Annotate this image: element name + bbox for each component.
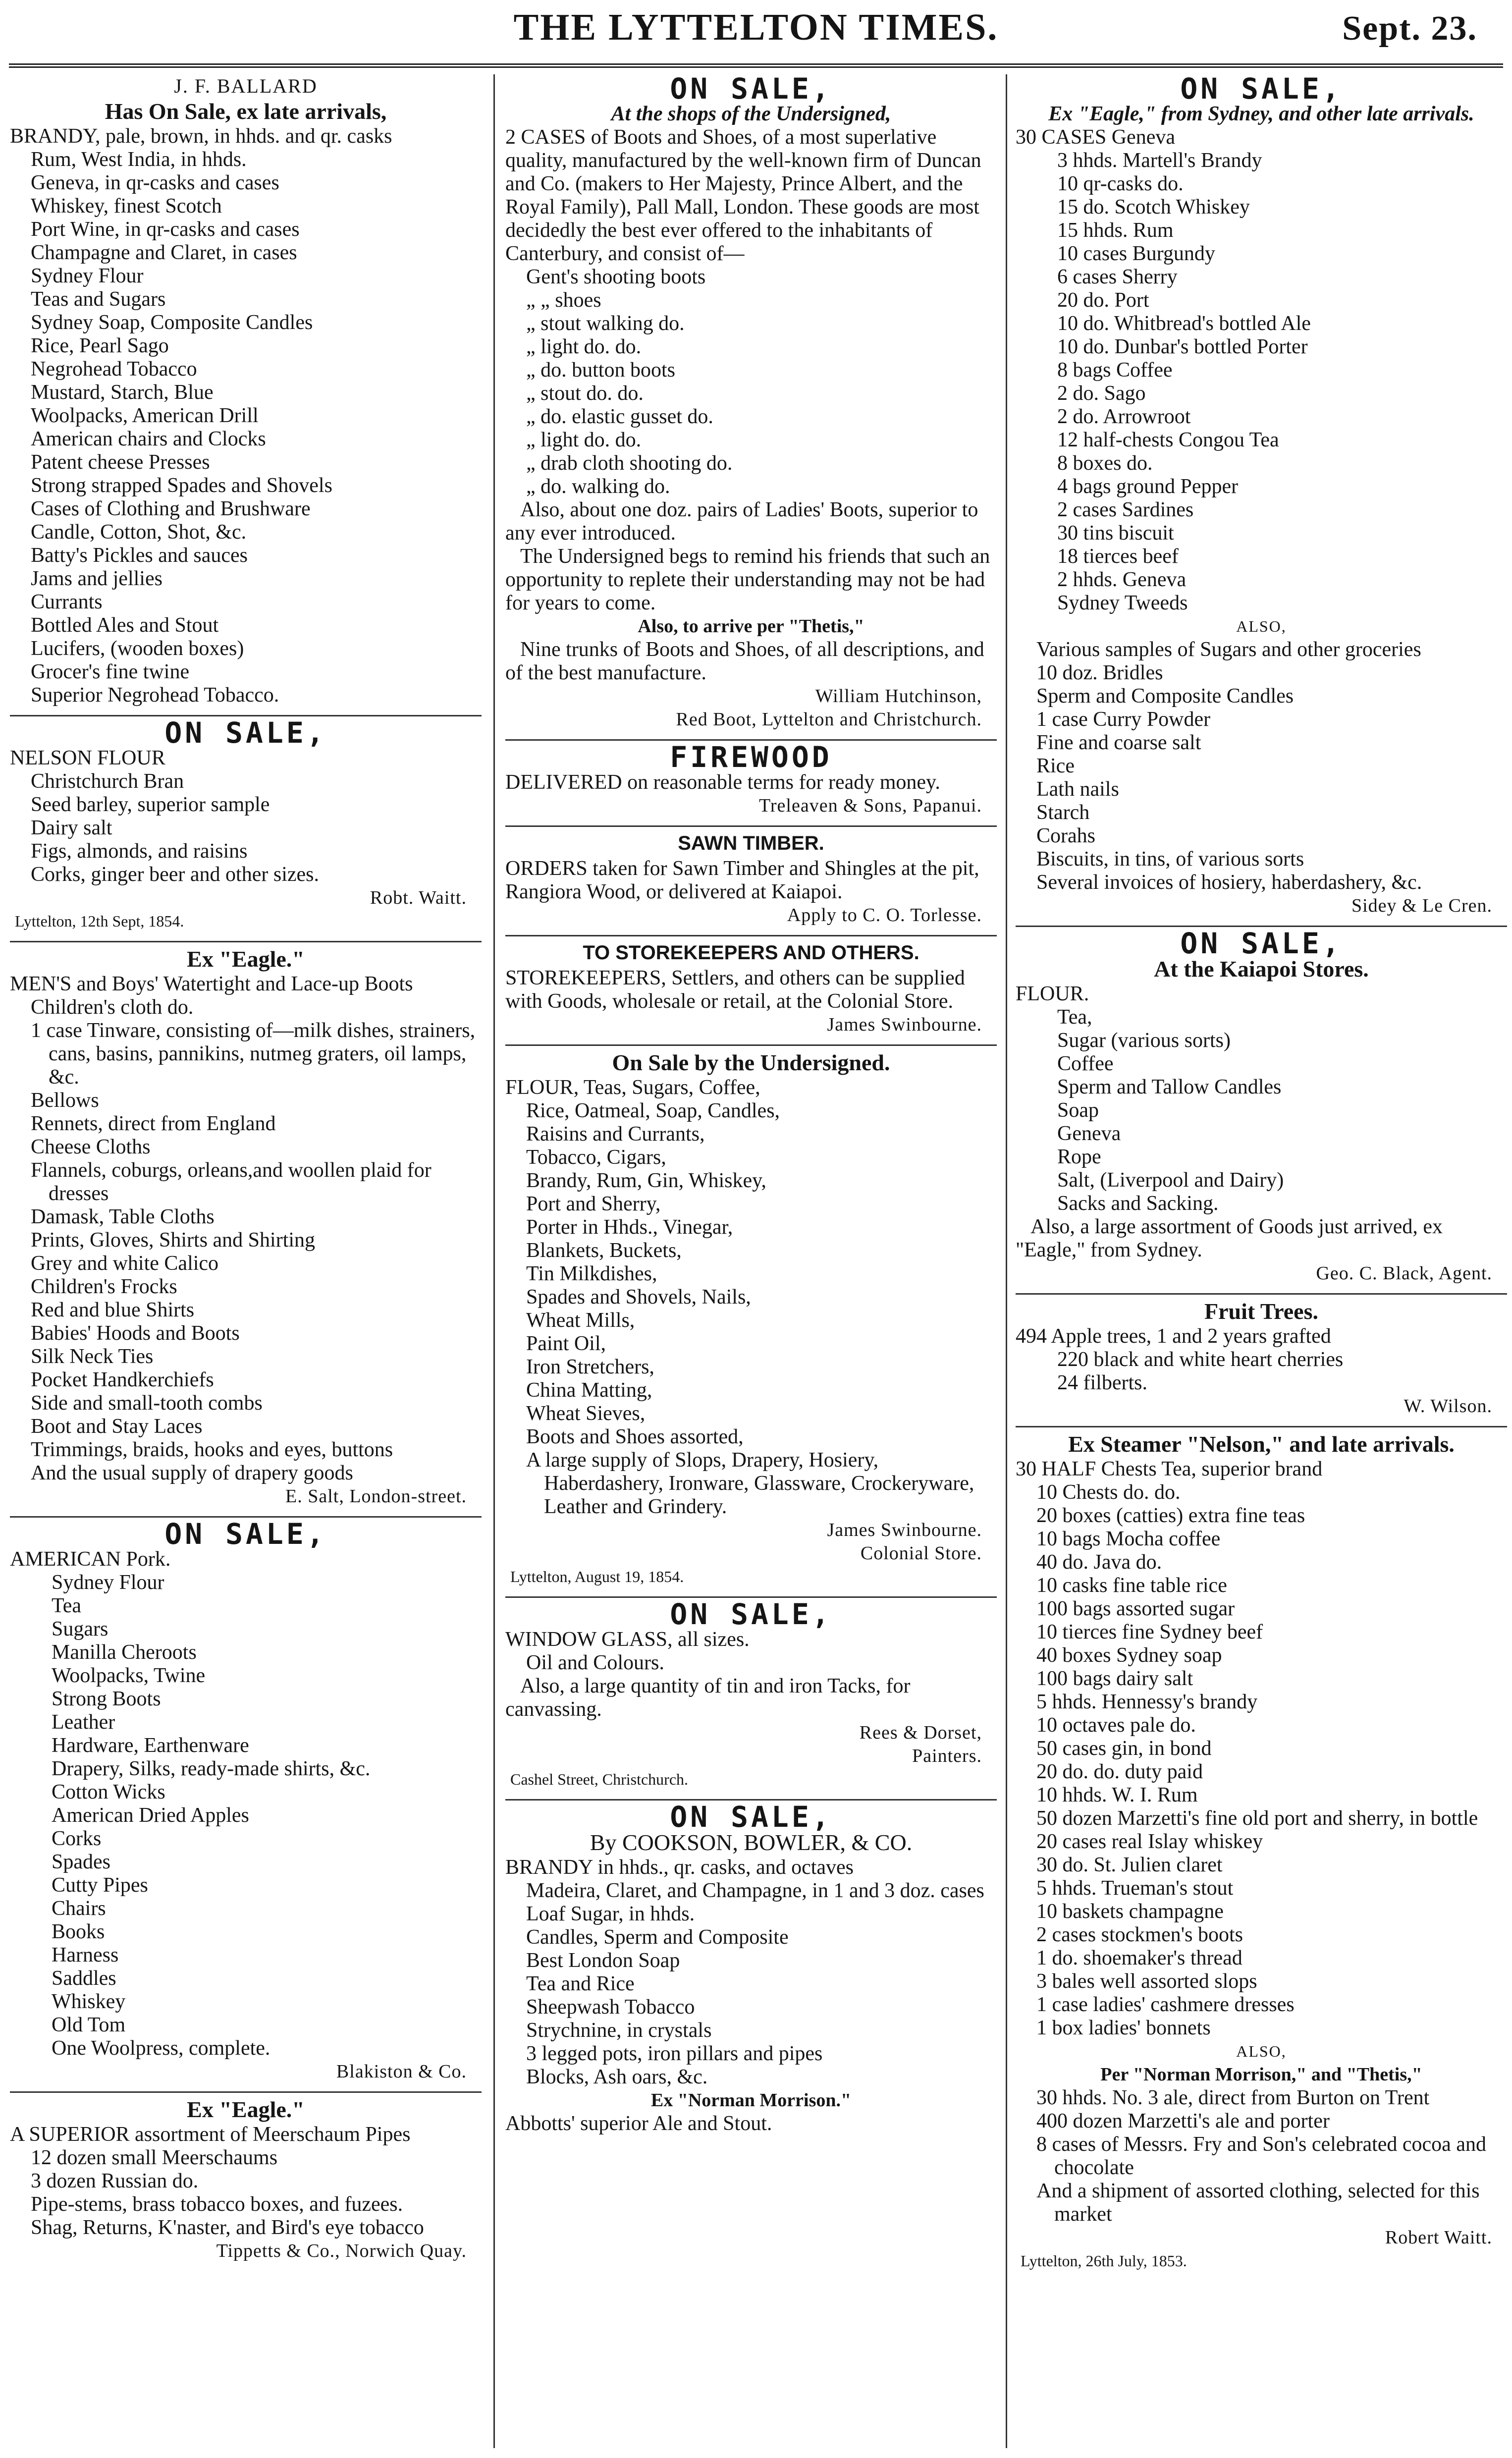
ad-heading: SAWN TIMBER.: [678, 832, 824, 854]
list-item: Teas and Sugars: [31, 288, 166, 311]
ad-paragraph: Also, a large assortment of Goods just arrived, ex "Eagle," from Sydney.: [1016, 1215, 1443, 1261]
list-item: 2 cases stockmen's boots: [1036, 1923, 1243, 1946]
ad-signature: E. Salt, London-street.: [285, 1486, 467, 1507]
column-divider: [493, 74, 495, 2448]
ad-signature: Geo. C. Black, Agent.: [1316, 1263, 1492, 1284]
list-item: 10 doz. Bridles: [1036, 661, 1163, 684]
ad-title: ON SALE,: [1180, 927, 1343, 960]
list-item: Port and Sherry,: [526, 1193, 661, 1215]
list-item: Saddles: [52, 1967, 116, 1990]
ad-lead: STOREKEEPERS, Settlers, and others can be supplied with Goods, wholesale or retail, at the Colonial Store.: [505, 967, 965, 1013]
list-item: Sperm and Composite Candles: [1036, 685, 1294, 708]
ad-wilson: [1016, 1300, 1507, 1418]
ad-signature: Blakiston & Co.: [336, 2061, 467, 2082]
list-item: 1 do. shoemaker's thread: [1036, 1947, 1242, 1969]
ad-title: ON SALE,: [670, 1597, 832, 1631]
list-item: 100 bags dairy salt: [1036, 1667, 1193, 1690]
list-item: Tea: [52, 1594, 82, 1617]
column-2: [505, 74, 997, 2453]
list-item: Candle, Cotton, Shot, &c.: [31, 521, 247, 544]
list-item: Negrohead Tobacco: [31, 358, 197, 381]
ad-lead: 30 CASES Geneva: [1016, 126, 1175, 149]
list-item: 10 baskets champagne: [1036, 1900, 1224, 1923]
list-item: Candles, Sperm and Composite: [526, 1926, 789, 1949]
list-item: 8 boxes do.: [1057, 452, 1153, 475]
list-item: 24 filberts.: [1057, 1371, 1147, 1394]
list-item: Whiskey, finest Scotch: [31, 195, 222, 218]
list-item: Children's Frocks: [31, 1275, 177, 1298]
ad-lead: 494 Apple trees, 1 and 2 years grafted: [1016, 1325, 1331, 1348]
ad-signature: Rees & Dorset,: [859, 1722, 982, 1743]
list-item: Corahs: [1036, 824, 1095, 847]
list-item: Boots and Shoes assorted,: [526, 1425, 744, 1448]
ad-lead: NELSON FLOUR: [10, 747, 165, 769]
list-item: Bottled Ales and Stout: [31, 614, 219, 637]
list-item: 10 octaves pale do.: [1036, 1714, 1196, 1737]
list-item: China Matting,: [526, 1379, 652, 1402]
list-item: 100 bags assorted sugar: [1036, 1597, 1235, 1620]
item-list: [1016, 1348, 1507, 1395]
divider: [1016, 1426, 1507, 1427]
list-item: Christchurch Bran: [31, 770, 184, 793]
ad-waitt-steamer: [1016, 1432, 1507, 2273]
list-item: Sydney Tweeds: [1057, 592, 1188, 614]
list-item: Dairy salt: [31, 817, 112, 839]
ad-lead: WINDOW GLASS, all sizes.: [505, 1628, 750, 1651]
list-item: Strong Boots: [52, 1688, 161, 1710]
list-item: Chairs: [52, 1897, 106, 1920]
list-item: Hardware, Earthenware: [52, 1734, 249, 1757]
ad-also: ALSO,: [1236, 617, 1287, 635]
list-item: 10 tierces fine Sydney beef: [1036, 1621, 1263, 1643]
divider: [1016, 1293, 1507, 1295]
list-item: „ drab cloth shooting do.: [526, 452, 733, 475]
item-list: [505, 1879, 997, 2089]
list-item: Tobacco, Cigars,: [526, 1146, 666, 1169]
list-item: 10 do. Whitbread's bottled Ale: [1057, 312, 1311, 335]
list-item: Rice, Pearl Sago: [31, 334, 169, 357]
list-item: Raisins and Currants,: [526, 1123, 705, 1146]
list-item: Iron Stretchers,: [526, 1356, 654, 1378]
list-item: Harness: [52, 1944, 119, 1966]
list-item: Jams and jellies: [31, 567, 162, 590]
ad-heading: Fruit Trees.: [1204, 1299, 1318, 1324]
list-item: Wheat Mills,: [526, 1309, 635, 1332]
ad-salt: [10, 947, 482, 1508]
ad-signature: James Swinbourne.: [827, 1014, 982, 1035]
ad-address: Red Boot, Lyttelton and Christchurch.: [676, 709, 982, 730]
divider: [10, 2091, 482, 2093]
list-item: 15 do. Scotch Whiskey: [1057, 196, 1250, 218]
list-item: Various samples of Sugars and other groceries: [1036, 638, 1421, 661]
list-item: 30 tins biscuit: [1057, 522, 1174, 545]
list-item: „ stout do. do.: [526, 382, 644, 405]
ad-dateline: Lyttelton, August 19, 1854.: [510, 1568, 684, 1585]
ad-heading: Ex "Eagle.": [187, 2097, 305, 2122]
list-item: „ „ shoes: [526, 289, 601, 312]
column-1: [10, 74, 482, 2453]
list-item: Sydney Soap, Composite Candles: [31, 311, 313, 334]
list-item: 20 do. Port: [1057, 289, 1149, 312]
ad-dateline: Cashel Street, Christchurch.: [510, 1770, 689, 1788]
list-item: „ stout walking do.: [526, 312, 685, 335]
ad-tippetts: [10, 2098, 482, 2263]
list-item: Grey and white Calico: [31, 1252, 219, 1275]
list-item: Side and small-tooth combs: [31, 1392, 263, 1415]
list-item: A large supply of Slops, Drapery, Hosiery, Haberdashery, Ironware, Glassware, Crockeryware, Leather and Grindery.: [526, 1449, 974, 1518]
ad-address: Colonial Store.: [860, 1543, 982, 1564]
list-item: 20 do. do. duty paid: [1036, 1760, 1203, 1783]
list-item: Wheat Sieves,: [526, 1402, 646, 1425]
list-item: „ do. button boots: [526, 359, 675, 382]
ad-note: Also, to arrive per "Thetis,": [638, 616, 864, 637]
list-item: Fine and coarse salt: [1036, 731, 1201, 754]
divider: [10, 941, 482, 942]
ad-dateline: Lyttelton, 12th Sept, 1854.: [15, 912, 184, 930]
list-item: Pocket Handkerchiefs: [31, 1368, 214, 1391]
item-list: [1016, 638, 1507, 894]
list-item: Babies' Hoods and Boots: [31, 1322, 240, 1345]
item-list: [505, 1651, 997, 1675]
list-item: Tea and Rice: [526, 1972, 635, 1995]
list-item: Sheepwash Tobacco: [526, 1996, 695, 2019]
list-item: Drapery, Silks, ready-made shirts, &c.: [52, 1757, 371, 1780]
ad-storekeepers: [505, 941, 997, 1037]
list-item: Blankets, Buckets,: [526, 1239, 682, 1262]
list-item: „ light do. do.: [526, 335, 642, 358]
list-item: Rum, West India, in hhds.: [31, 148, 247, 171]
list-item: 10 hhds. W. I. Rum: [1036, 1784, 1198, 1806]
list-item: Sperm and Tallow Candles: [1057, 1076, 1282, 1098]
ad-paragraph: Also, a large quantity of tin and iron Tacks, for canvassing.: [505, 1675, 911, 1721]
ad-lead: BRANDY, pale, brown, in hhds. and qr. casks: [10, 125, 392, 148]
ad-heading: Ex Steamer "Nelson," and late arrivals.: [1068, 1431, 1455, 1457]
ad-sidey: [1016, 74, 1507, 918]
ad-heading: At the Kaiapoi Stores.: [1154, 956, 1369, 982]
list-item: 10 cases Burgundy: [1057, 242, 1215, 265]
list-item: Old Tom: [52, 2014, 126, 2036]
ad-lead: FLOUR, Teas, Sugars, Coffee,: [505, 1076, 760, 1099]
ad-paragraph: The Undersigned begs to remind his friends that such an opportunity to replete their understanding may not be had for years to come.: [505, 545, 990, 614]
list-item: 3 hhds. Martell's Brandy: [1057, 149, 1262, 172]
list-item: „ light do. do.: [526, 429, 642, 451]
list-item: Port Wine, in qr-casks and cases: [31, 218, 300, 241]
list-item: „ do. elastic gusset do.: [526, 405, 713, 428]
list-item: 18 tierces beef: [1057, 545, 1179, 568]
list-item: Spades and Shovels, Nails,: [526, 1286, 751, 1309]
ad-lead: 30 HALF Chests Tea, superior brand: [1016, 1458, 1323, 1480]
list-item: Sydney Flour: [52, 1571, 164, 1594]
list-item: 30 hhds. No. 3 ale, direct from Burton on Trent: [1036, 2086, 1430, 2109]
ad-title: ON SALE,: [670, 74, 832, 106]
divider: [505, 935, 997, 936]
list-item: Red and blue Shirts: [31, 1299, 195, 1321]
list-item: 10 do. Dunbar's bottled Porter: [1057, 335, 1308, 358]
ad-paragraph: Also, about one doz. pairs of Ladies' Boots, superior to any ever introduced.: [505, 498, 978, 545]
list-item: „ do. walking do.: [526, 475, 670, 498]
ad-lead: MEN'S and Boys' Watertight and Lace-up Boots: [10, 973, 413, 995]
list-item: 2 cases Sardines: [1057, 498, 1194, 521]
column-3: [1016, 74, 1507, 2453]
list-item: American chairs and Clocks: [31, 428, 266, 450]
list-item: 1 case Tinware, consisting of—milk dishes, strainers, cans, basins, pannikins, nutmeg graters, oil lamps, &c.: [31, 1019, 476, 1089]
list-item: Several invoices of hosiery, haberdashery, &c.: [1036, 871, 1422, 894]
item-list: [10, 2146, 482, 2240]
list-item: 3 legged pots, iron pillars and pipes: [526, 2042, 823, 2065]
list-item: 8 bags Coffee: [1057, 359, 1173, 382]
ad-also: ALSO,: [1236, 2042, 1287, 2060]
list-item: Blocks, Ash oars, &c.: [526, 2066, 708, 2088]
list-item: Currants: [31, 591, 103, 613]
list-item: Batty's Pickles and sauces: [31, 544, 248, 567]
ad-signature: James Swinbourne.: [827, 1520, 982, 1540]
masthead-rule: [9, 63, 1503, 68]
list-item: 1 case ladies' cashmere dresses: [1036, 1993, 1295, 2016]
list-item: Gent's shooting boots: [526, 266, 706, 288]
ad-signature: Apply to C. O. Torlesse.: [787, 905, 982, 926]
list-item: Lath nails: [1036, 778, 1119, 801]
list-item: Rice: [1036, 755, 1075, 777]
list-item: Rope: [1057, 1146, 1101, 1168]
item-list: [10, 1571, 482, 2060]
item-list: [505, 1099, 997, 1519]
list-item: Spades: [52, 1851, 110, 1873]
list-item: Children's cloth do.: [31, 996, 194, 1019]
list-item: 12 half-chests Congou Tea: [1057, 429, 1279, 451]
list-item: 8 cases of Messrs. Fry and Son's celebrated cocoa and chocolate: [1036, 2133, 1486, 2179]
ad-lead: AMERICAN Pork.: [10, 1548, 171, 1571]
list-item: Best London Soap: [526, 1949, 680, 1972]
ad-signature: Sidey & Le Cren.: [1351, 895, 1492, 916]
list-item: Geneva: [1057, 1122, 1121, 1145]
list-item: 10 qr-casks do.: [1057, 172, 1184, 195]
list-item: Porter in Hhds., Vinegar,: [526, 1216, 733, 1239]
list-item: Grocer's fine twine: [31, 660, 190, 683]
list-item: 40 do. Java do.: [1036, 1551, 1162, 1574]
list-item: Seed barley, superior sample: [31, 793, 270, 816]
list-item: Biscuits, in tins, of various sorts: [1036, 848, 1304, 871]
list-item: 15 hhds. Rum: [1057, 219, 1174, 242]
list-item: 1 box ladies' bonnets: [1036, 2017, 1211, 2039]
list-item: 20 boxes (catties) extra fine teas: [1036, 1504, 1305, 1527]
list-item: Cotton Wicks: [52, 1781, 165, 1803]
ad-paragraph: Nine trunks of Boots and Shoes, of all descriptions, and of the best manufacture.: [505, 638, 984, 684]
item-list: [1016, 149, 1507, 615]
list-item: Madeira, Claret, and Champagne, in 1 and 3 doz. cases: [526, 1879, 984, 1902]
ad-lead: 2 CASES of Boots and Shoes, of a most superlative quality, manufactured by the well-known firm of Duncan and Co. (makers to Her Majesty, Prince Albert, and the Royal Family), Pall Mall, London. These goods are most decidedly the best ever offered to the inhabitants of Canterbury, and consist of—: [505, 126, 981, 265]
list-item: Damask, Table Cloths: [31, 1205, 215, 1228]
ad-title: ON SALE,: [164, 716, 327, 750]
list-item: 4 bags ground Pepper: [1057, 475, 1239, 498]
ad-waitt: [10, 716, 482, 933]
ad-lead: BRANDY in hhds., qr. casks, and octaves: [505, 1856, 854, 1879]
list-item: Shag, Returns, K'naster, and Bird's eye tobacco: [31, 2216, 424, 2239]
list-item: 20 cases real Islay whiskey: [1036, 1830, 1263, 1853]
list-item: Sugars: [52, 1618, 108, 1640]
ad-swinbourne: [505, 1051, 997, 1588]
list-item: 2 hhds. Geneva: [1057, 568, 1187, 591]
list-item: 50 dozen Marzetti's fine old port and sherry, in bottle: [1036, 1807, 1478, 1830]
ad-firewood: [505, 740, 997, 818]
list-item: 3 bales well assorted slops: [1036, 1970, 1257, 1993]
list-item: 6 cases Sherry: [1057, 266, 1178, 288]
ad-signature: Robert Waitt.: [1385, 2227, 1492, 2248]
list-item: Manilla Cheroots: [52, 1641, 197, 1664]
list-item: Coffee: [1057, 1052, 1114, 1075]
item-list: [1016, 1006, 1507, 1215]
list-item: 10 Chests do. do.: [1036, 1481, 1181, 1504]
ad-address: Painters.: [912, 1746, 982, 1766]
item-list: [10, 770, 482, 886]
list-item: Trimmings, braids, hooks and eyes, buttons: [31, 1438, 393, 1461]
ad-timber: [505, 832, 997, 927]
ad-lead: ORDERS taken for Sawn Timber and Shingles at the pit, Rangiora Wood, or delivered at Kaiapoi.: [505, 857, 979, 903]
divider: [505, 1044, 997, 1046]
list-item: 30 do. St. Julien claret: [1036, 1854, 1223, 1876]
list-item: Geneva, in qr-casks and cases: [31, 171, 279, 194]
item-list: [505, 266, 997, 498]
list-item: Woolpacks, American Drill: [31, 404, 259, 427]
list-item: Pipe-stems, brass tobacco boxes, and fuzees.: [31, 2193, 403, 2216]
issue-date: Sept. 23.: [1342, 9, 1477, 48]
list-item: Paint Oil,: [526, 1332, 606, 1355]
ad-lead: DELIVERED on reasonable terms for ready money.: [505, 771, 940, 794]
ad-signature: Treleaven & Sons, Papanui.: [759, 795, 982, 816]
list-item: Rice, Oatmeal, Soap, Candles,: [526, 1099, 780, 1122]
list-item: Sydney Flour: [31, 265, 144, 287]
list-item: 40 boxes Sydney soap: [1036, 1644, 1222, 1667]
list-item: Flannels, coburgs, orleans,and woollen plaid for dresses: [31, 1159, 432, 1205]
ad-rees: [505, 1597, 997, 1791]
list-item: One Woolpress, complete.: [52, 2037, 270, 2060]
list-item: 400 dozen Marzetti's ale and porter: [1036, 2110, 1330, 2132]
ad-black: [1016, 927, 1507, 1285]
list-item: Silk Neck Ties: [31, 1345, 154, 1368]
item-list: [1016, 1481, 1507, 2040]
ad-subtitle: At the shops of the Undersigned,: [611, 103, 891, 125]
list-item: Tea,: [1057, 1006, 1092, 1029]
list-item: Tin Milkdishes,: [526, 1262, 657, 1285]
ad-dateline: Lyttelton, 26th July, 1853.: [1021, 2252, 1187, 2270]
list-item: And the usual supply of drapery goods: [31, 1462, 353, 1484]
list-item: Woolpacks, Twine: [52, 1664, 206, 1687]
ad-heading: By COOKSON, BOWLER, & CO.: [590, 1830, 913, 1855]
masthead: [0, 0, 1512, 59]
list-item: Soap: [1057, 1099, 1099, 1122]
list-item: And a shipment of assorted clothing, selected for this market: [1036, 2180, 1480, 2226]
list-item: 220 black and white heart cherries: [1057, 1348, 1344, 1371]
list-item: Boot and Stay Laces: [31, 1415, 203, 1438]
list-item: Cutty Pipes: [52, 1874, 148, 1897]
ad-heading: TO STOREKEEPERS AND OTHERS.: [583, 942, 919, 964]
ad-signature: William Hutchinson,: [815, 686, 982, 707]
ad-heading: On Sale by the Undersigned.: [612, 1050, 890, 1075]
ad-cookson: [505, 1800, 997, 2135]
list-item: Brandy, Rum, Gin, Whiskey,: [526, 1169, 766, 1192]
list-item: Cases of Clothing and Brushware: [31, 497, 311, 520]
list-item: Books: [52, 1920, 105, 1943]
list-item: Lucifers, (wooden boxes): [31, 637, 244, 660]
list-item: Champagne and Claret, in cases: [31, 241, 297, 264]
list-item: 3 dozen Russian do.: [31, 2170, 199, 2192]
item-list: [10, 148, 482, 707]
list-item: 2 do. Arrowroot: [1057, 405, 1191, 428]
ad-hutchinson: [505, 74, 997, 731]
list-item: Whiskey: [52, 1990, 126, 2013]
list-item: Superior Negrohead Tobacco.: [31, 684, 279, 707]
ad-signature: W. Wilson.: [1404, 1396, 1492, 1417]
list-item: Prints, Gloves, Shirts and Shirting: [31, 1229, 316, 1252]
list-item: Mustard, Starch, Blue: [31, 381, 214, 404]
divider: [505, 825, 997, 827]
list-item: 2 do. Sago: [1057, 382, 1146, 405]
ad-ballard: [10, 74, 482, 707]
ad-lead: FLOUR.: [1016, 983, 1089, 1005]
list-item: 1 case Curry Powder: [1036, 708, 1211, 731]
list-item: Salt, (Liverpool and Dairy): [1057, 1169, 1284, 1192]
item-list: [10, 996, 482, 1485]
list-item: Sacks and Sacking.: [1057, 1192, 1219, 1215]
list-item: Rennets, direct from England: [31, 1112, 276, 1135]
list-item: Sugar (various sorts): [1057, 1029, 1231, 1052]
ad-title: ON SALE,: [670, 1800, 832, 1834]
ad-subtitle: Ex "Eagle," from Sydney, and other late arrivals.: [1048, 103, 1474, 125]
ad-signature: Tippetts & Co., Norwich Quay.: [216, 2240, 467, 2261]
list-item: Figs, almonds, and raisins: [31, 840, 248, 863]
list-item: Bellows: [31, 1089, 99, 1112]
newspaper-title: THE LYTTELTON TIMES.: [513, 6, 999, 48]
list-item: 10 bags Mocha coffee: [1036, 1528, 1221, 1550]
list-item: Corks, ginger beer and other sizes.: [31, 863, 319, 886]
ad-heading: Has On Sale, ex late arrivals,: [105, 99, 387, 124]
ad-advertiser: J. F. BALLARD: [174, 75, 318, 97]
list-item: Strychnine, in crystals: [526, 2019, 712, 2042]
list-item: American Dried Apples: [52, 1804, 249, 1827]
list-item: Loaf Sugar, in hhds.: [526, 1903, 695, 1925]
list-item: 10 casks fine table rice: [1036, 1574, 1227, 1597]
ad-blakiston: [10, 1517, 482, 2083]
ad-lead: A SUPERIOR assortment of Meerschaum Pipes: [10, 2123, 411, 2146]
list-item: Strong strapped Spades and Shovels: [31, 474, 332, 497]
item-list: [1016, 2086, 1507, 2226]
list-item: Cheese Cloths: [31, 1136, 151, 1158]
list-item: Leather: [52, 1711, 115, 1734]
list-item: Starch: [1036, 801, 1090, 824]
ad-heading: Ex "Eagle.": [187, 946, 305, 972]
list-item: 50 cases gin, in bond: [1036, 1737, 1212, 1760]
list-item: Oil and Colours.: [526, 1651, 664, 1674]
list-item: 12 dozen small Meerschaums: [31, 2146, 278, 2169]
ad-title: ON SALE,: [1180, 74, 1343, 106]
column-divider: [1006, 74, 1007, 2448]
ad-signature: Robt. Waitt.: [370, 887, 467, 908]
list-item: 5 hhds. Trueman's stout: [1036, 1877, 1234, 1900]
ad-line: Abbotts' superior Ale and Stout.: [505, 2112, 772, 2135]
ad-note: Ex "Norman Morrison.": [650, 2090, 852, 2111]
ad-note: Per "Norman Morrison," and "Thetis,": [1100, 2064, 1422, 2085]
ad-title: ON SALE,: [164, 1517, 327, 1551]
ad-title: FIREWOOD: [670, 740, 832, 774]
list-item: Corks: [52, 1827, 102, 1850]
list-item: 5 hhds. Hennessy's brandy: [1036, 1691, 1258, 1713]
list-item: Patent cheese Presses: [31, 451, 210, 474]
